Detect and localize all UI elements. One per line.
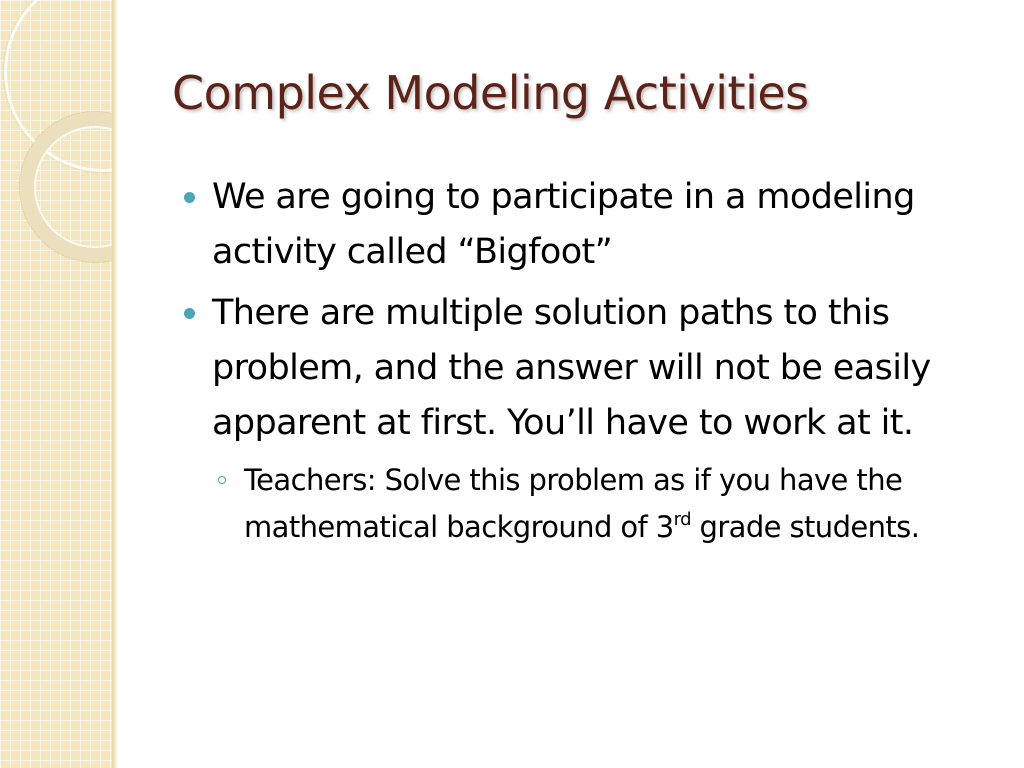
slide-body — [184, 170, 1004, 551]
bullet-text: We are going to participate in a modeling activity called “Bigfoot” — [212, 177, 915, 272]
sub-bullet-text-end: grade students. — [690, 510, 920, 544]
sub-bullet-item — [216, 457, 1004, 551]
bullet-text: There are multiple solution paths to this problem, and the answer will not be easily apparent at first. You’ll have to work at it. — [212, 293, 931, 443]
sub-bullet-text: Teachers: Solve this problem as if you have the mathematical background of 3 — [244, 463, 903, 544]
superscript-ordinal: rd — [673, 509, 691, 530]
side-band-edge — [112, 0, 118, 768]
bullet-item — [184, 170, 1004, 280]
decorative-side-band — [0, 0, 112, 768]
bullet-marker-icon — [184, 192, 195, 203]
sub-bullet-marker-icon — [218, 476, 226, 484]
slide-title: Complex Modeling Activities — [172, 66, 809, 120]
bullet-marker-icon — [184, 308, 195, 319]
bullet-item — [184, 286, 1004, 451]
